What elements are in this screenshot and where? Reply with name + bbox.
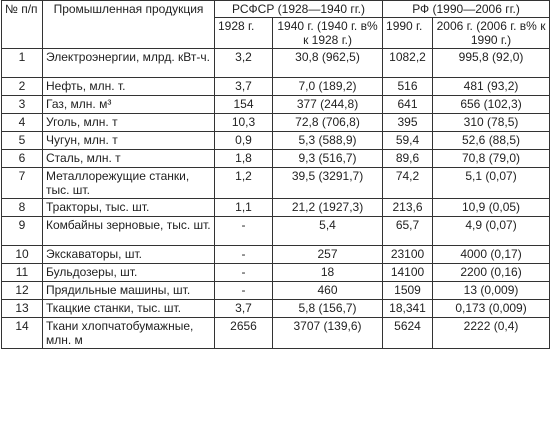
value-1990-cell: 1082,2 — [383, 49, 433, 78]
col-1990-header: 1990 г. — [383, 18, 433, 49]
value-1940-cell: 30,8 (962,5) — [273, 49, 383, 78]
value-2006-cell: 2222 (0,4) — [433, 318, 550, 349]
row-number-cell: 12 — [2, 282, 43, 300]
product-name-cell: Сталь, млн. т — [43, 150, 215, 168]
value-1928-cell: - — [215, 282, 273, 300]
value-2006-cell: 310 (78,5) — [433, 114, 550, 132]
value-2006-cell: 0,173 (0,009) — [433, 300, 550, 318]
row-number-cell: 9 — [2, 217, 43, 246]
col-product-header: Промышленная продукция — [43, 1, 215, 49]
row-number-cell: 7 — [2, 168, 43, 199]
value-1990-cell: 89,6 — [383, 150, 433, 168]
table-row — [2, 318, 550, 349]
product-name-cell: Ткацкие станки, тыс. шт. — [43, 300, 215, 318]
value-2006-cell: 4000 (0,17) — [433, 246, 550, 264]
row-number-cell: 2 — [2, 78, 43, 96]
value-1990-cell: 14100 — [383, 264, 433, 282]
col-num-header: № п/п — [2, 1, 43, 49]
product-name-cell: Ткани хлопчатобумажные, млн. м — [43, 318, 215, 349]
value-1940-cell: 18 — [273, 264, 383, 282]
value-1940-cell: 5,8 (156,7) — [273, 300, 383, 318]
value-2006-cell: 70,8 (79,0) — [433, 150, 550, 168]
product-name-cell: Металлорежущие станки, тыс. шт. — [43, 168, 215, 199]
value-1940-cell: 39,5 (3291,7) — [273, 168, 383, 199]
col-rf-header: РФ (1990—2006 гг.) — [383, 1, 550, 18]
value-1928-cell: 10,3 — [215, 114, 273, 132]
value-1990-cell: 23100 — [383, 246, 433, 264]
row-number-cell: 5 — [2, 132, 43, 150]
value-1940-cell: 377 (244,8) — [273, 96, 383, 114]
value-1928-cell: 154 — [215, 96, 273, 114]
value-1990-cell: 59,4 — [383, 132, 433, 150]
product-name-cell: Экскаваторы, шт. — [43, 246, 215, 264]
value-2006-cell: 13 (0,009) — [433, 282, 550, 300]
value-1940-cell: 9,3 (516,7) — [273, 150, 383, 168]
row-number-cell: 6 — [2, 150, 43, 168]
value-1990-cell: 74,2 — [383, 168, 433, 199]
value-1990-cell: 516 — [383, 78, 433, 96]
row-number-cell: 8 — [2, 199, 43, 217]
value-1990-cell: 641 — [383, 96, 433, 114]
value-1928-cell: 2656 — [215, 318, 273, 349]
value-1990-cell: 5624 — [383, 318, 433, 349]
col-1928-header: 1928 г. — [215, 18, 273, 49]
table-row — [2, 150, 550, 168]
value-1928-cell: 0,9 — [215, 132, 273, 150]
product-name-cell: Тракторы, тыс. шт. — [43, 199, 215, 217]
row-number-cell: 10 — [2, 246, 43, 264]
table-row — [2, 96, 550, 114]
value-1940-cell: 5,3 (588,9) — [273, 132, 383, 150]
value-2006-cell: 656 (102,3) — [433, 96, 550, 114]
table-row — [2, 199, 550, 217]
product-name-cell: Бульдозеры, шт. — [43, 264, 215, 282]
value-1928-cell: - — [215, 246, 273, 264]
value-1928-cell: - — [215, 264, 273, 282]
value-1928-cell: 3,7 — [215, 78, 273, 96]
value-1940-cell: 5,4 — [273, 217, 383, 246]
table-body — [2, 49, 550, 349]
value-2006-cell: 4,9 (0,07) — [433, 217, 550, 246]
value-1940-cell: 21,2 (1927,3) — [273, 199, 383, 217]
product-name-cell: Уголь, млн. т — [43, 114, 215, 132]
value-1928-cell: 1,1 — [215, 199, 273, 217]
value-1940-cell: 72,8 (706,8) — [273, 114, 383, 132]
value-2006-cell: 481 (93,2) — [433, 78, 550, 96]
value-1940-cell: 3707 (139,6) — [273, 318, 383, 349]
col-rsfsr-header: РСФСР (1928—1940 гг.) — [215, 1, 383, 18]
table-row — [2, 49, 550, 78]
value-2006-cell: 2200 (0,16) — [433, 264, 550, 282]
row-number-cell: 11 — [2, 264, 43, 282]
table-row — [2, 246, 550, 264]
value-1940-cell: 7,0 (189,2) — [273, 78, 383, 96]
value-1990-cell: 395 — [383, 114, 433, 132]
table-row — [2, 132, 550, 150]
row-number-cell: 13 — [2, 300, 43, 318]
product-name-cell: Чугун, млн. т — [43, 132, 215, 150]
value-1940-cell: 460 — [273, 282, 383, 300]
value-1990-cell: 18,341 — [383, 300, 433, 318]
row-number-cell: 3 — [2, 96, 43, 114]
col-1940-header: 1940 г. (1940 г. в% к 1928 г.) — [273, 18, 383, 49]
row-number-cell: 1 — [2, 49, 43, 78]
value-1928-cell: 3,2 — [215, 49, 273, 78]
value-1928-cell: - — [215, 217, 273, 246]
production-table — [1, 0, 550, 349]
value-2006-cell: 52,6 (88,5) — [433, 132, 550, 150]
value-2006-cell: 10,9 (0,05) — [433, 199, 550, 217]
value-1928-cell: 1,2 — [215, 168, 273, 199]
value-1990-cell: 213,6 — [383, 199, 433, 217]
header-row-1 — [2, 1, 550, 18]
product-name-cell: Прядильные машины, шт. — [43, 282, 215, 300]
value-2006-cell: 995,8 (92,0) — [433, 49, 550, 78]
product-name-cell: Электроэнергии, млрд. кВт-ч. — [43, 49, 215, 78]
row-number-cell: 4 — [2, 114, 43, 132]
value-1940-cell: 257 — [273, 246, 383, 264]
value-2006-cell: 5,1 (0,07) — [433, 168, 550, 199]
table-row — [2, 300, 550, 318]
col-2006-header: 2006 г. (2006 г. в% к 1990 г.) — [433, 18, 550, 49]
table-row — [2, 114, 550, 132]
table-row — [2, 217, 550, 246]
product-name-cell: Комбайны зерновые, тыс. шт. — [43, 217, 215, 246]
value-1990-cell: 1509 — [383, 282, 433, 300]
product-name-cell: Газ, млн. м³ — [43, 96, 215, 114]
table-row — [2, 78, 550, 96]
row-number-cell: 14 — [2, 318, 43, 349]
table-row — [2, 282, 550, 300]
value-1928-cell: 3,7 — [215, 300, 273, 318]
table-row — [2, 168, 550, 199]
value-1990-cell: 65,7 — [383, 217, 433, 246]
value-1928-cell: 1,8 — [215, 150, 273, 168]
table-row — [2, 264, 550, 282]
product-name-cell: Нефть, млн. т. — [43, 78, 215, 96]
